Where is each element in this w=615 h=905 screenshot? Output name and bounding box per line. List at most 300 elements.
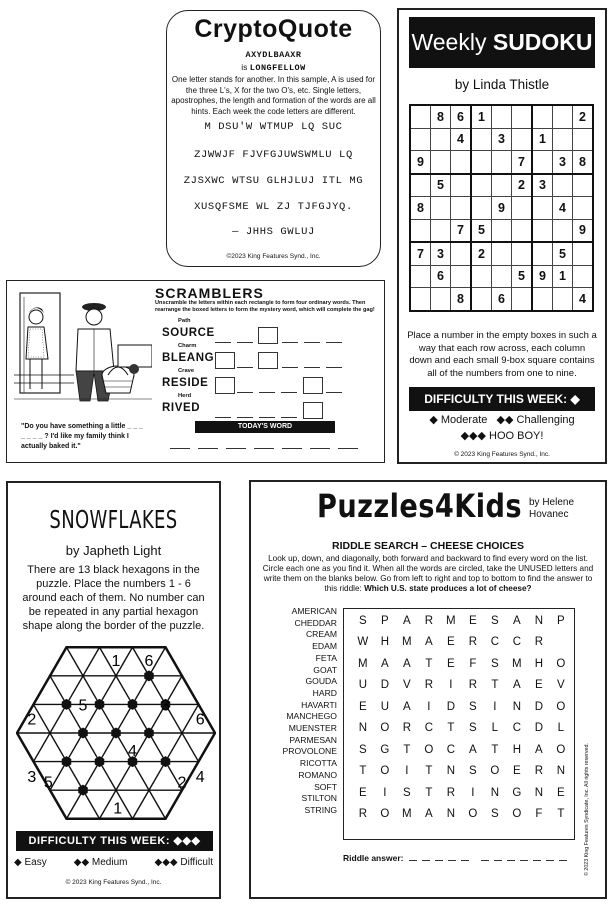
word-search-letter[interactable]: T: [491, 743, 499, 756]
cryptoquote-sample-code: AXYDLBAAXR: [245, 50, 302, 60]
word-search-letter[interactable]: C: [512, 636, 522, 649]
word-search-letter[interactable]: N: [556, 765, 566, 778]
cheese-word: STRING: [304, 804, 337, 815]
snowflakes-level-easy: ◆ Easy: [14, 857, 47, 868]
sudoku-cell[interactable]: 8: [451, 288, 472, 311]
sudoku-cell[interactable]: [573, 128, 594, 151]
snowflake-number: 1: [111, 653, 121, 671]
scramble-word: SOURCE: [162, 327, 215, 339]
scramblers-panel: [6, 280, 385, 463]
sudoku-level-moderate: ◆ Moderate: [429, 414, 488, 426]
word-search-letter[interactable]: V: [557, 679, 565, 692]
sudoku-cell[interactable]: [553, 174, 573, 197]
snowflakes-title: SNOWFLAKES: [49, 505, 178, 534]
sudoku-cell[interactable]: [512, 288, 533, 311]
word-search-letter[interactable]: N: [534, 786, 544, 799]
sudoku-cell[interactable]: 9: [492, 197, 512, 220]
word-search-letter[interactable]: S: [359, 614, 367, 627]
todays-word-slots[interactable]: [170, 441, 380, 451]
cryptoquote-line: XUSQFSME WL ZJ TJFGJYQ.: [194, 201, 353, 213]
word-search-letter[interactable]: C: [490, 636, 500, 649]
sudoku-cell[interactable]: 9: [410, 151, 431, 174]
word-search-letter[interactable]: O: [424, 743, 434, 756]
word-search-letter[interactable]: I: [427, 700, 431, 713]
sudoku-copyright: © 2023 King Features Synd., Inc.: [454, 451, 550, 458]
sudoku-cell[interactable]: 4: [573, 288, 594, 311]
sudoku-cell[interactable]: [431, 197, 451, 220]
word-search-letter[interactable]: I: [383, 786, 387, 799]
word-search-letter[interactable]: N: [512, 700, 522, 713]
word-search-letter[interactable]: A: [425, 636, 433, 649]
sudoku-cell[interactable]: [492, 219, 512, 242]
sudoku-cell[interactable]: [532, 105, 553, 128]
cheese-word: CHEDDAR: [294, 617, 337, 628]
sudoku-title-bold: SUDOKU: [492, 29, 593, 55]
word-search-letter[interactable]: R: [468, 636, 478, 649]
scramble-hint: Crave: [178, 368, 195, 374]
word-search-letter[interactable]: A: [535, 743, 543, 756]
cheese-word: ROMANO: [298, 769, 337, 780]
cheese-word-list: [279, 606, 337, 817]
scramblers-cartoon-image: [14, 289, 152, 411]
cheese-word: SOFT: [314, 781, 337, 792]
riddle-question: Which U.S. state produces a lot of cheese?: [364, 584, 532, 593]
word-search-letter[interactable]: P: [381, 614, 389, 627]
word-search-letter[interactable]: H: [534, 657, 544, 670]
word-search-letter[interactable]: M: [402, 808, 412, 821]
sudoku-cell[interactable]: [492, 242, 512, 265]
sudoku-cell[interactable]: [512, 128, 533, 151]
sudoku-cell[interactable]: 4: [553, 197, 573, 220]
word-search-letter[interactable]: O: [556, 743, 566, 756]
word-search-letter[interactable]: A: [513, 614, 521, 627]
word-search-letter[interactable]: G: [512, 786, 522, 799]
cryptoquote-explanation: One letter stands for another. In this sample, A is used for the three L's, X for the two O's, etc. Single letters, apostrophes, the length and formation of the words are all hints. Each week the code letters are different.: [171, 75, 376, 116]
sudoku-cell[interactable]: [512, 105, 533, 128]
cheese-word: MUENSTER: [288, 723, 337, 734]
word-search-letter[interactable]: M: [512, 657, 522, 670]
cryptoquote-line: M DSU'W WTMUP LQ SUC: [204, 121, 343, 133]
riddle-answer-label: Riddle answer:: [343, 853, 404, 863]
word-search-letter[interactable]: E: [359, 700, 367, 713]
sudoku-cell[interactable]: 4: [451, 128, 472, 151]
word-search-letter[interactable]: S: [491, 657, 499, 670]
sudoku-cell[interactable]: [451, 197, 472, 220]
sudoku-row: [410, 197, 593, 220]
sudoku-row: [410, 219, 593, 242]
sudoku-cell[interactable]: 6: [431, 265, 451, 288]
word-search-letter[interactable]: T: [557, 808, 565, 821]
word-search-letter[interactable]: A: [469, 743, 477, 756]
cheese-word: PROVOLONE: [282, 746, 337, 757]
word-search-letter[interactable]: I: [405, 765, 409, 778]
word-search-row: [352, 632, 574, 654]
word-search-letter[interactable]: T: [425, 786, 433, 799]
word-search-letter[interactable]: F: [535, 808, 543, 821]
word-search-row: [352, 696, 574, 718]
sudoku-instructions: Place a number in the empty boxes in such a way that each row across, each column down and each small 9-box square contains all of the numbers from one to nine.: [407, 330, 597, 379]
sudoku-cell[interactable]: [431, 288, 451, 311]
snowflakes-hex-grid: [16, 635, 216, 831]
word-search-letter[interactable]: A: [381, 657, 389, 670]
sudoku-cell[interactable]: 6: [492, 288, 512, 311]
word-search-letter[interactable]: S: [491, 614, 499, 627]
snowflakes-author: by Japheth Light: [65, 543, 162, 558]
cheese-word: MANCHEGO: [286, 711, 337, 722]
word-search-letter[interactable]: T: [447, 722, 455, 735]
snowflake-number: 4: [195, 768, 205, 786]
sudoku-cell[interactable]: [512, 242, 533, 265]
word-search-letter[interactable]: R: [424, 614, 434, 627]
sudoku-cell[interactable]: 5: [553, 242, 573, 265]
sudoku-cell[interactable]: 1: [553, 265, 573, 288]
snowflakes-levels: [14, 857, 213, 868]
cheese-word: STILTON: [301, 793, 337, 804]
word-search-letter[interactable]: I: [471, 786, 475, 799]
sudoku-cell[interactable]: [471, 151, 492, 174]
sudoku-cell[interactable]: [532, 151, 553, 174]
word-search-grid: [343, 608, 575, 840]
word-search-letter[interactable]: M: [358, 657, 368, 670]
word-search-letter[interactable]: T: [491, 679, 499, 692]
scramble-word: RESIDE: [162, 377, 209, 389]
scramble-hint: Path: [178, 318, 191, 324]
snowflakes-copyright: © 2023 King Features Synd., Inc.: [65, 879, 162, 886]
cheese-word: CREAM: [305, 629, 337, 640]
sudoku-cell[interactable]: 8: [431, 105, 451, 128]
kids-side-copyright-text: © 2023 King Features Syndicate, Inc. All rights reserved.: [584, 743, 590, 876]
word-search-letter[interactable]: O: [380, 765, 390, 778]
cheese-word: HARD: [312, 687, 337, 698]
cheese-word: EDAM: [312, 641, 337, 652]
word-search-letter[interactable]: I: [493, 700, 497, 713]
word-search-row: [352, 804, 574, 826]
word-search-letter[interactable]: E: [469, 614, 477, 627]
word-search-letter[interactable]: G: [380, 743, 390, 756]
sudoku-cell[interactable]: [471, 197, 492, 220]
sudoku-cell[interactable]: [532, 242, 553, 265]
cheese-word: GOUDA: [305, 676, 337, 687]
puzzles4kids-title: Puzzles4Kids: [317, 487, 523, 525]
sudoku-cell[interactable]: 3: [431, 242, 451, 265]
sudoku-cell[interactable]: [431, 219, 451, 242]
sudoku-cell[interactable]: 9: [532, 265, 553, 288]
word-search-letter[interactable]: U: [380, 700, 390, 713]
sudoku-cell[interactable]: 9: [573, 219, 594, 242]
word-search-letter[interactable]: R: [534, 765, 544, 778]
sudoku-cell[interactable]: 2: [573, 105, 594, 128]
cryptoquote-line: ZJSXWC WTSU GLHJLUJ ITL MG: [183, 175, 364, 187]
sudoku-row: [410, 288, 593, 311]
sudoku-cell[interactable]: [532, 219, 553, 242]
sudoku-row: [410, 174, 593, 197]
sudoku-cell[interactable]: [451, 265, 472, 288]
snowflake-number: 1: [113, 800, 123, 818]
sudoku-cell[interactable]: [410, 288, 431, 311]
scramblers-caption: "Do you have something a little _ _ _ _ _ _ _ ? I'd like my family think I actually baked it.": [21, 423, 143, 450]
word-search-letter[interactable]: S: [403, 786, 411, 799]
cheese-word: RICOTTA: [299, 758, 337, 769]
scramble-answer-slots[interactable]: [215, 400, 380, 420]
sudoku-cell[interactable]: [553, 128, 573, 151]
cryptoquote-panel: [166, 10, 381, 267]
sudoku-cell[interactable]: [410, 265, 431, 288]
word-search-letter[interactable]: A: [403, 700, 411, 713]
cheese-word: PARMESAN: [289, 734, 337, 745]
word-search-letter[interactable]: R: [468, 679, 478, 692]
scramble-hint: Herd: [178, 393, 192, 399]
snowflake-number: 5: [78, 697, 88, 715]
word-search-letter[interactable]: E: [513, 765, 521, 778]
word-search-letter[interactable]: E: [447, 657, 455, 670]
sudoku-cell[interactable]: [471, 288, 492, 311]
sudoku-cell[interactable]: [451, 242, 472, 265]
scramble-word: BLEANG: [162, 352, 215, 364]
sudoku-cell[interactable]: [492, 151, 512, 174]
sudoku-cell[interactable]: [532, 197, 553, 220]
sudoku-level-row: [399, 413, 605, 426]
sudoku-cell[interactable]: [410, 105, 431, 128]
word-search-letter[interactable]: C: [512, 722, 522, 735]
word-search-letter[interactable]: S: [491, 808, 499, 821]
snowflake-number: 3: [27, 768, 37, 786]
word-search-letter[interactable]: R: [424, 679, 434, 692]
snowflake-number: 3: [161, 697, 170, 715]
word-search-letter[interactable]: A: [425, 808, 433, 821]
sudoku-cell[interactable]: [410, 219, 431, 242]
riddle-search-instructions-text: Look up, down, and diagonally, both forward and backward to find every word on the list. Circle each one as you find it. When all the words are circled, take the UNUSED letters and write them on the blanks below. Go from left to right and top to bottom to find the answer to this riddle:: [262, 554, 594, 593]
sudoku-cell[interactable]: [512, 219, 533, 242]
scramble-word: RIVED: [162, 402, 201, 414]
word-search-letter[interactable]: W: [357, 636, 369, 649]
sudoku-cell[interactable]: 1: [471, 105, 492, 128]
word-search-letter[interactable]: A: [403, 657, 411, 670]
word-search-letter[interactable]: T: [403, 743, 411, 756]
word-search-letter[interactable]: N: [446, 808, 456, 821]
word-search-letter[interactable]: O: [468, 808, 478, 821]
word-search-row: [352, 610, 574, 632]
word-search-letter[interactable]: E: [535, 679, 543, 692]
sudoku-cell[interactable]: [492, 174, 512, 197]
cheese-word: HAVARTI: [301, 699, 337, 710]
word-search-letter[interactable]: T: [359, 765, 367, 778]
riddle-answer-slots[interactable]: [409, 853, 589, 863]
word-search-letter[interactable]: N: [490, 786, 500, 799]
word-search-letter[interactable]: N: [358, 722, 368, 735]
cryptoquote-copyright: ©2023 King Features Synd., Inc.: [226, 253, 321, 260]
word-search-letter[interactable]: R: [534, 636, 544, 649]
sudoku-cell[interactable]: [451, 174, 472, 197]
scramble-hint: Charm: [178, 343, 197, 349]
word-search-letter[interactable]: R: [402, 722, 412, 735]
sudoku-cell[interactable]: [532, 288, 553, 311]
cryptoquote-sample-word: LONGFELLOW: [249, 63, 306, 73]
sudoku-cell[interactable]: [492, 265, 512, 288]
word-search-letter[interactable]: C: [446, 743, 456, 756]
word-search-letter[interactable]: N: [446, 765, 456, 778]
word-search-row: [352, 718, 574, 740]
snowflakes-level-difficult: ◆◆◆ Difficult: [154, 857, 213, 868]
scramble-answer-slots[interactable]: [215, 350, 380, 370]
sudoku-cell[interactable]: [471, 128, 492, 151]
snowflake-number: 5: [43, 774, 53, 792]
sudoku-title: [409, 17, 595, 68]
sudoku-cell[interactable]: [573, 265, 594, 288]
scramblers-description: Unscramble the letters within each rectangle to form four ordinary words. Then rearrange the boxed letters to form the mystery word, which will complete the gag!: [155, 300, 375, 314]
sudoku-author: by Linda Thistle: [454, 77, 550, 92]
sudoku-cell[interactable]: [471, 265, 492, 288]
snowflake-number: 6: [195, 711, 205, 729]
sudoku-grid: [409, 104, 594, 312]
sudoku-cell[interactable]: 7: [512, 151, 533, 174]
cryptoquote-line: ZJWWJF FJVFGJUWSWMLU LQ: [194, 149, 353, 161]
sudoku-cell[interactable]: 7: [451, 219, 472, 242]
sudoku-row: [410, 242, 593, 265]
sudoku-cell[interactable]: 7: [410, 242, 431, 265]
scramble-row: [162, 393, 382, 421]
sudoku-level-hooboy: ◆◆◆ HOO BOY!: [460, 430, 544, 442]
word-search-letter[interactable]: L: [557, 722, 565, 735]
sudoku-cell[interactable]: [553, 219, 573, 242]
sudoku-cell[interactable]: [553, 105, 573, 128]
sudoku-cell[interactable]: [471, 174, 492, 197]
cheese-word: AMERICAN: [291, 606, 337, 616]
kids-side-copyright: [579, 682, 593, 882]
word-search-row: [352, 739, 574, 761]
sudoku-cell[interactable]: 3: [553, 151, 573, 174]
sudoku-cell[interactable]: [553, 288, 573, 311]
word-search-letter[interactable]: R: [446, 786, 456, 799]
scramble-answer-slots[interactable]: [215, 375, 380, 395]
riddle-search-instructions: [261, 554, 595, 594]
sudoku-row: [410, 105, 593, 128]
cryptoquote-title: CryptoQuote: [194, 15, 353, 43]
word-search-letter[interactable]: R: [358, 808, 368, 821]
sudoku-cell[interactable]: [451, 151, 472, 174]
sudoku-cell[interactable]: 1: [532, 128, 553, 151]
sudoku-cell[interactable]: 3: [492, 128, 512, 151]
sudoku-level-challenging: ◆◆ Challenging: [496, 414, 575, 426]
word-search-letter[interactable]: P: [557, 614, 565, 627]
sudoku-cell[interactable]: [512, 197, 533, 220]
cheese-word: FETA: [315, 652, 337, 663]
word-search-letter[interactable]: D: [380, 679, 390, 692]
sudoku-cell[interactable]: [431, 151, 451, 174]
word-search-letter[interactable]: A: [403, 614, 411, 627]
word-search-letter[interactable]: O: [380, 808, 390, 821]
puzzles4kids-panel: [249, 480, 607, 899]
sudoku-row: [410, 265, 593, 288]
word-search-letter[interactable]: S: [469, 765, 477, 778]
scramble-row: [162, 318, 382, 346]
sudoku-cell[interactable]: [573, 197, 594, 220]
puzzles4kids-author: by Helene Hovanec: [529, 497, 575, 520]
todays-word-banner: TODAY'S WORD: [195, 421, 335, 433]
word-search-letter[interactable]: O: [556, 657, 566, 670]
sudoku-cell[interactable]: [492, 105, 512, 128]
word-search-letter[interactable]: O: [490, 765, 500, 778]
word-search-letter[interactable]: C: [424, 722, 434, 735]
word-search-letter[interactable]: A: [513, 679, 521, 692]
scramble-row: [162, 368, 382, 396]
word-search-letter[interactable]: H: [380, 636, 390, 649]
sudoku-panel: [397, 8, 607, 464]
sudoku-cell[interactable]: 6: [451, 105, 472, 128]
word-search-letter[interactable]: M: [402, 636, 412, 649]
sudoku-difficulty: DIFFICULTY THIS WEEK: ◆: [409, 387, 595, 411]
snowflakes-panel: [6, 481, 221, 899]
word-search-letter[interactable]: N: [534, 614, 544, 627]
snowflake-number: 2: [177, 774, 187, 792]
word-search-letter[interactable]: S: [469, 722, 477, 735]
word-search-letter[interactable]: T: [425, 765, 433, 778]
sudoku-title-light: Weekly: [411, 29, 493, 55]
sudoku-cell[interactable]: 3: [532, 174, 553, 197]
cryptoquote-sample-plain: [167, 62, 380, 73]
scramble-row: [162, 343, 382, 371]
snowflake-number: 4: [128, 743, 137, 761]
word-search-row: [352, 782, 574, 804]
word-search-letter[interactable]: I: [449, 679, 453, 692]
sudoku-cell[interactable]: 5: [431, 174, 451, 197]
sudoku-row: [410, 128, 593, 151]
word-search-letter[interactable]: D: [534, 700, 544, 713]
word-search-letter[interactable]: F: [469, 657, 477, 670]
sudoku-cell[interactable]: [410, 174, 431, 197]
word-search-letter[interactable]: V: [403, 679, 411, 692]
snowflakes-instructions: There are 13 black hexagons in the puzzle. Place the numbers 1 - 6 around each of them. No number can be repeated in any partial hexagon shape along the border of the puzzle.: [22, 564, 205, 632]
word-search-letter[interactable]: O: [556, 700, 566, 713]
snowflake-number: 6: [144, 653, 154, 671]
sudoku-cell[interactable]: [573, 242, 594, 265]
sudoku-cell[interactable]: [573, 174, 594, 197]
sudoku-cell[interactable]: 2: [512, 174, 533, 197]
word-search-letter[interactable]: D: [534, 722, 544, 735]
word-search-letter[interactable]: M: [446, 614, 456, 627]
word-search-letter[interactable]: S: [359, 743, 367, 756]
sudoku-cell[interactable]: 8: [410, 197, 431, 220]
scramble-answer-slots[interactable]: [215, 325, 380, 345]
word-search-letter[interactable]: O: [380, 722, 390, 735]
word-search-letter[interactable]: E: [447, 636, 455, 649]
scramblers-title: SCRAMBLERS: [155, 285, 264, 301]
cryptoquote-author: — JHHS GWLUJ: [232, 226, 315, 238]
sudoku-cell[interactable]: 5: [471, 219, 492, 242]
word-search-letter[interactable]: H: [512, 743, 522, 756]
word-search-letter[interactable]: O: [512, 808, 522, 821]
snowflake-number: 2: [27, 711, 37, 729]
sudoku-cell[interactable]: 5: [512, 265, 533, 288]
word-search-letter[interactable]: E: [557, 786, 565, 799]
word-search-letter[interactable]: E: [359, 786, 367, 799]
word-search-letter[interactable]: S: [469, 700, 477, 713]
cryptoquote-sample-is: is: [241, 62, 248, 72]
word-search-letter[interactable]: U: [358, 679, 368, 692]
word-search-letter[interactable]: D: [446, 700, 456, 713]
sudoku-cell[interactable]: [410, 128, 431, 151]
sudoku-row: [410, 151, 593, 174]
snowflakes-level-medium: ◆◆ Medium: [73, 857, 128, 868]
sudoku-cell[interactable]: 2: [471, 242, 492, 265]
word-search-row: [352, 653, 574, 675]
word-search-letter[interactable]: T: [425, 657, 433, 670]
sudoku-cell[interactable]: [431, 128, 451, 151]
riddle-search-title: RIDDLE SEARCH – CHEESE CHOICES: [332, 540, 524, 552]
word-search-letter[interactable]: L: [491, 722, 499, 735]
snowflakes-difficulty: DIFFICULTY THIS WEEK: ◆◆◆: [16, 831, 213, 851]
sudoku-cell[interactable]: 8: [573, 151, 594, 174]
cheese-word: GOAT: [313, 664, 337, 675]
